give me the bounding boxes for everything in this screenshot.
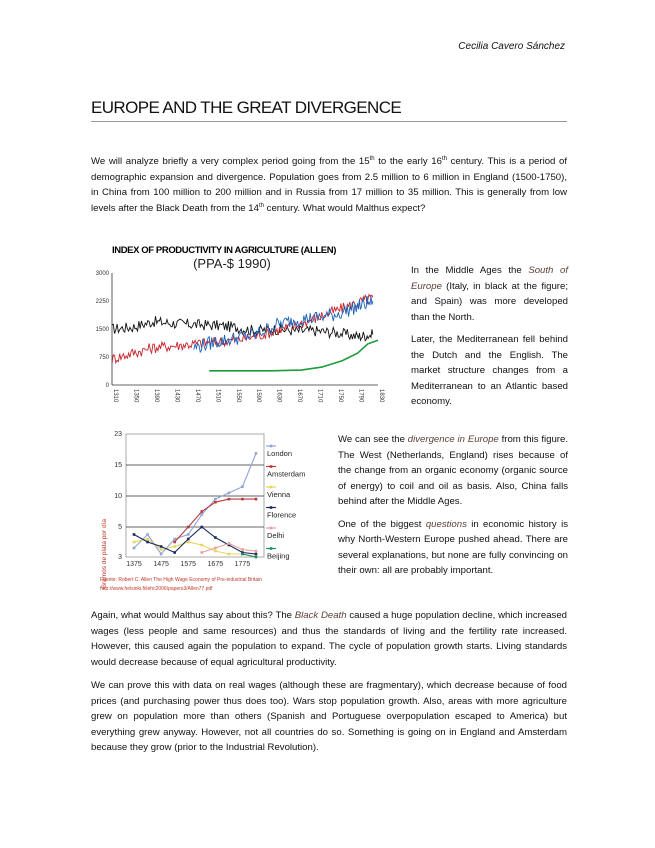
side2-em1: divergence in Europe [407, 434, 499, 445]
chart1-y-tick: 2250 [95, 299, 109, 305]
chart2-point-london [146, 533, 149, 536]
chart2-point-vienna [187, 541, 190, 544]
chart2-point-florence [160, 545, 163, 548]
para3-em: Black Death [294, 610, 347, 621]
chart2-y-tick: 3 [118, 554, 122, 561]
chart1-x-tick: 1390 [152, 389, 159, 403]
chart2-point-london [214, 498, 217, 501]
side2-b2: in economic history is why North-Western Europe pushed ahead. There are several explanations, but none are fully convincing on their own: all are probably important. [338, 518, 568, 576]
chart1-x-tick: 1630 [275, 389, 282, 403]
chart2-point-delhi [228, 542, 231, 545]
chart2-point-vienna [160, 548, 163, 551]
side1-a2: (Italy, in black at the figure; and Spain) was more developed than the North. [411, 280, 568, 323]
side1-para-a [411, 263, 568, 325]
side2-para-a [338, 432, 568, 510]
chart2-point-london [173, 538, 176, 541]
chart2-x-tick: 1675 [207, 561, 224, 568]
chart2-point-london [228, 492, 231, 495]
chart1-x-tick: 1590 [255, 389, 262, 403]
chart1-x-tick: 1350 [132, 389, 139, 403]
chart2-point-amsterdam [200, 510, 203, 513]
chart1-title: INDEX OF PRODUCTIVITY IN AGRICULTURE (ALLEN) [112, 245, 336, 256]
chart1-y-tick: 0 [105, 383, 109, 389]
chart1-x-tick: 1470 [193, 389, 200, 403]
chart1-x-tick: 1710 [316, 389, 323, 403]
chart2-x-tick: 1375 [126, 561, 142, 568]
side1-a1: In the Middle Ages the [411, 265, 529, 276]
chart2-series-london [134, 453, 256, 554]
chart2-point-london [187, 533, 190, 536]
chart2-point-amsterdam [187, 526, 190, 529]
chart1-x-tick: 1550 [234, 389, 241, 403]
chart2-point-vienna [146, 538, 149, 541]
chart2-point-vienna [214, 550, 217, 553]
side1-em: South of Europe [411, 265, 568, 292]
chart2-point-amsterdam [255, 498, 258, 501]
chart2-point-delhi [241, 548, 244, 551]
chart2-legend-beijing: Beijing [267, 551, 290, 561]
chart2-point-florence [255, 553, 258, 556]
chart2-y-tick: 23 [114, 431, 122, 438]
page-title: EUROPE AND THE GREAT DIVERGENCE [91, 98, 402, 117]
intro-text-4: century. What would Malthus expect? [264, 202, 426, 214]
chart1-x-tick: 1790 [357, 389, 364, 403]
intro-sup-2: th [441, 155, 447, 162]
sidebar-text-1 [411, 263, 568, 410]
productivity-chart [94, 241, 394, 421]
chart2-x-tick: 1475 [153, 561, 169, 568]
chart2-point-vienna [228, 553, 231, 556]
chart2-legend-marker-amsterdam [270, 465, 273, 468]
chart2-point-beijing [255, 556, 258, 559]
chart2-point-london [200, 513, 203, 516]
chart2-series-beijing [242, 554, 256, 557]
chart2-legend-marker-london [270, 445, 273, 448]
chart2-point-london [241, 485, 244, 488]
chart2-point-delhi [214, 547, 217, 550]
chart2-point-london [255, 452, 258, 455]
intro-text-3: century. This is a period of demographic expansion and divergence. Population goes from 2.5 million to 6 million in England (1500-1750), in China from 100 million to 200 million and in Russia from 17 million to 35 million. This is generally from low levels after the Black Death from the 14 [91, 156, 568, 214]
chart2-point-amsterdam [228, 498, 231, 501]
chart2-point-london [160, 553, 163, 556]
chart2-legend-vienna: Vienna [267, 490, 291, 499]
chart2-y-tick: 10 [114, 493, 122, 500]
chart2-legend-marker-florence [270, 506, 273, 509]
chart1-series-green-series [209, 340, 378, 371]
chart1-x-tick: 1830 [378, 389, 384, 403]
title-divider [91, 121, 567, 122]
chart1-x-tick: 1670 [296, 389, 303, 403]
chart2-point-vienna [173, 545, 176, 548]
chart1-subtitle: (PPA-$ 1990) [193, 256, 271, 271]
chart2-point-delhi [255, 550, 258, 553]
chart1-x-tick: 1750 [337, 389, 344, 403]
chart2-point-delhi [200, 551, 203, 554]
intro-sup-3: th [258, 202, 264, 209]
chart2-point-amsterdam [173, 541, 176, 544]
chart2-legend-florence: Florence [267, 510, 297, 520]
chart2-x-tick: 1575 [180, 561, 197, 568]
chart2-ylabel: Gramos de plata por día [101, 518, 108, 590]
intro-paragraph [91, 154, 567, 216]
chart2-point-florence [146, 541, 149, 544]
side2-a2: from this figure. The West (Netherlands, England) rises because of the change from an organic economy (organic source of energy) to coil and oil as basis. Also, China falls behind after the Middle Ages. [338, 434, 569, 507]
para3-a1: Again, what would Malthus say about this? The [91, 610, 295, 621]
author-name: Cecilia Cavero Sánchez [458, 41, 565, 52]
chart2-point-florence [214, 536, 217, 539]
chart2-point-vienna [200, 544, 203, 547]
chart2-x-tick: 1775 [234, 561, 251, 568]
side1-para-b: Later, the Mediterranean fell behind the Dutch and the English. The market structure changes from a Mediterranean to an Atlantic based economy. [411, 334, 568, 407]
chart2-legend-delhi: Delhi [267, 531, 285, 540]
chart2-legend-amsterdam: Amsterdam [267, 469, 306, 479]
chart2-legend-marker-vienna [270, 486, 273, 489]
chart1-x-tick: 1430 [173, 389, 180, 403]
chart2-series-amsterdam [175, 499, 256, 542]
side2-b1: One of the biggest [338, 518, 426, 530]
chart2-point-amsterdam [214, 501, 217, 504]
intro-text-1: We will analyze briefly a very complex period going from the 15 [91, 156, 370, 167]
chart2-point-florence [133, 533, 136, 536]
chart2-point-amsterdam [241, 498, 244, 501]
chart1-y-tick: 3000 [95, 271, 109, 277]
intro-sup-1: th [369, 155, 375, 162]
side2-para-b [338, 517, 568, 579]
chart2-legend-marker-delhi [270, 527, 273, 530]
chart2-point-florence [200, 526, 203, 529]
chart2-point-london [133, 547, 136, 550]
wages-chart [96, 424, 332, 596]
chart2-source-url: http://www.helsinki.fi/iehc2006/papers3/Allen77.pdf [100, 586, 213, 592]
chart2-source: Fuente: Robert C. Allen The High Wage Economy of Pre-industrial Britain [100, 577, 263, 583]
chart2-point-beijing [241, 553, 244, 556]
intro-text-2: to the early 16 [374, 156, 442, 167]
sidebar-text-2 [338, 432, 568, 579]
chart2-point-florence [187, 538, 190, 541]
side2-a1: We can see the [338, 434, 408, 445]
chart2-y-tick: 5 [118, 524, 122, 531]
wages-paragraph: We can prove this with data on real wages (although these are fragmentary), which decrease because of food prices (and purchasing power thus does too). Wars stop population growth. Also, areas with more agriculture grew on population more than others (Spanish and Portuguese overpopulation escaped to America) but everything grew anyway. However, not all countries do so. Something is going on in England and Amsterdam because they grow (prior to the Industrial Revolution). [91, 680, 567, 753]
chart1-y-tick: 1500 [95, 327, 109, 333]
chart2-legend-marker-beijing [270, 547, 273, 550]
chart1-y-tick: 750 [98, 355, 109, 361]
chart1-x-tick: 1310 [112, 389, 118, 403]
side2-em2: questions [425, 518, 467, 530]
chart2-legend-london: London [267, 449, 293, 458]
chart2-point-florence [173, 551, 176, 554]
chart2-y-tick: 15 [114, 462, 122, 469]
chart1-x-tick: 1510 [214, 389, 221, 403]
para3-a2: caused a huge population decline, which increased wages (less people and same resources) and thus the standards of living and the fertility rate increased. However, this caused again the population to expand. The cycle of population growth starts. Living standards would decrease because of equal agricultural productivity. [91, 610, 567, 668]
chart2-point-vienna [133, 541, 136, 544]
malthus-paragraph [91, 608, 567, 670]
